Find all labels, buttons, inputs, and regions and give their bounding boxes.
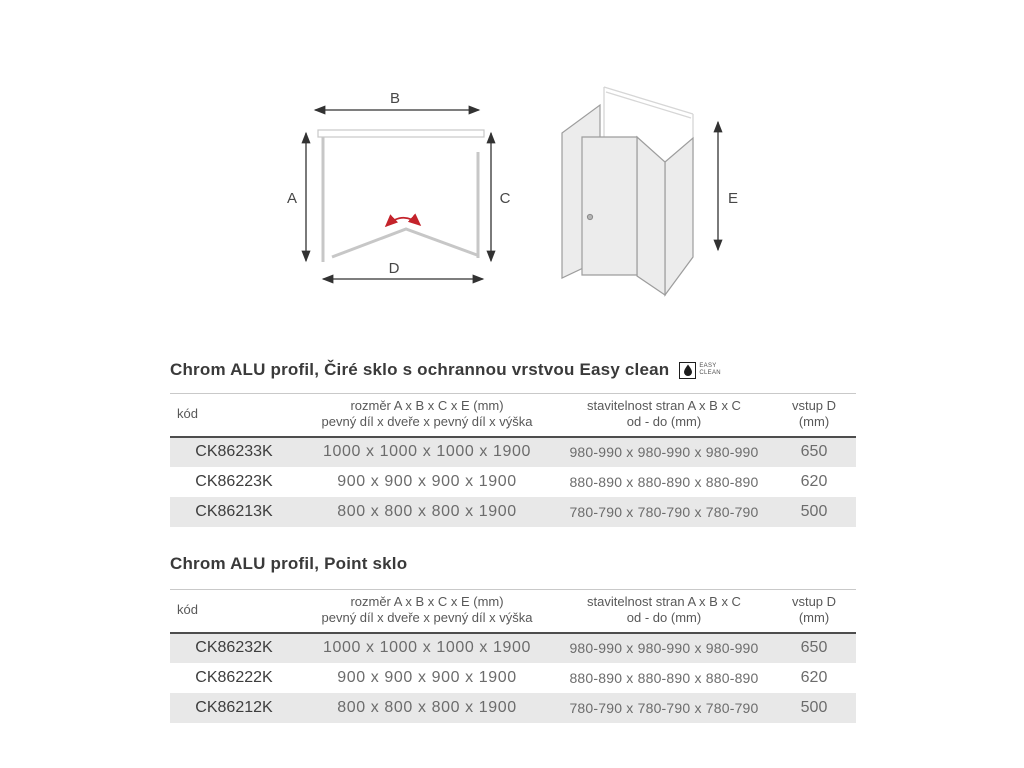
- dimension-label-a: A: [286, 190, 298, 207]
- shower-perspective-diagram: [550, 73, 750, 318]
- folding-doors-open: [332, 229, 477, 257]
- product-code: CK86213K: [195, 502, 273, 520]
- dimension-label-e: E: [727, 190, 739, 207]
- folded-panel-middle: [637, 137, 665, 295]
- table-row: [170, 663, 856, 693]
- product-code: CK86223K: [195, 472, 273, 490]
- table-row: [170, 633, 856, 663]
- column-header-rozmer: rozměr A x B x C x E (mm) pevný díl x dveře x pevný díl x výška: [298, 590, 556, 633]
- adjustability-range: 980-990 x 980-990 x 980-990: [569, 640, 759, 656]
- dimension-label-d: D: [388, 260, 400, 277]
- table-header-row: [170, 394, 856, 437]
- column-header-kod: kód: [170, 394, 298, 437]
- table-row: [170, 497, 856, 527]
- entry-width: 650: [800, 443, 828, 460]
- entry-width: 620: [800, 472, 828, 490]
- section-title: Chrom ALU profil, Čiré sklo s ochrannou vrstvou Easy clean: [170, 360, 670, 379]
- dimension-label-b: B: [389, 90, 401, 107]
- column-header-vstup: vstup D (mm): [772, 590, 856, 633]
- product-dimensions: 900 x 900 x 900 x 1900: [337, 472, 517, 490]
- table-header-row: [170, 590, 856, 633]
- adjustability-range: 880-890 x 880-890 x 880-890: [569, 669, 759, 686]
- table-row: [170, 693, 856, 723]
- water-drop-icon: [679, 362, 696, 379]
- spec-table-point-sklo: [170, 589, 856, 723]
- wall-profile-bar: [318, 130, 484, 137]
- product-code: CK86233K: [195, 443, 273, 460]
- product-code: CK86232K: [195, 639, 273, 656]
- entry-width: 500: [800, 698, 828, 716]
- adjustability-range: 880-890 x 880-890 x 880-890: [569, 473, 759, 490]
- folded-panel-right: [665, 138, 693, 295]
- column-header-stavitelnost: stavitelnost stran A x B x C od - do (mm): [556, 590, 772, 633]
- section-header-point-sklo: [170, 554, 407, 574]
- entry-width: 500: [800, 502, 828, 520]
- entry-width: 620: [800, 668, 828, 686]
- spec-table-easy-clean: [170, 393, 856, 527]
- adjustability-range: 780-790 x 780-790 x 780-790: [569, 503, 759, 520]
- door-panel: [582, 137, 637, 275]
- product-dimensions: 1000 x 1000 x 1000 x 1900: [322, 443, 532, 460]
- adjustability-range: 780-790 x 780-790 x 780-790: [569, 699, 759, 716]
- adjustability-range: 980-990 x 980-990 x 980-990: [569, 444, 759, 460]
- door-swing-arrow-icon: [386, 218, 420, 226]
- table-row: [170, 437, 856, 467]
- column-header-kod: kód: [170, 590, 298, 633]
- entry-width: 650: [800, 639, 828, 656]
- product-code: CK86222K: [195, 668, 273, 686]
- column-header-rozmer: rozměr A x B x C x E (mm) pevný díl x dveře x pevný díl x výška: [298, 394, 556, 437]
- product-dimensions: 800 x 800 x 800 x 1900: [337, 698, 517, 716]
- product-dimensions: 800 x 800 x 800 x 1900: [337, 502, 517, 520]
- shower-top-view-diagram: [280, 85, 520, 297]
- column-header-vstup: vstup D (mm): [772, 394, 856, 437]
- dimension-label-c: C: [499, 190, 511, 207]
- product-dimensions: 900 x 900 x 900 x 1900: [337, 668, 517, 686]
- easy-clean-badge-label: EASY CLEAN: [699, 363, 721, 376]
- table-row: [170, 467, 856, 497]
- door-knob-icon: [587, 214, 592, 219]
- section-title: Chrom ALU profil, Point sklo: [170, 554, 408, 573]
- product-dimensions: 1000 x 1000 x 1000 x 1900: [322, 639, 532, 656]
- column-header-stavitelnost: stavitelnost stran A x B x C od - do (mm): [556, 394, 772, 437]
- easy-clean-badge: [679, 362, 721, 379]
- section-header-easy-clean: [170, 360, 721, 380]
- product-code: CK86212K: [195, 698, 273, 716]
